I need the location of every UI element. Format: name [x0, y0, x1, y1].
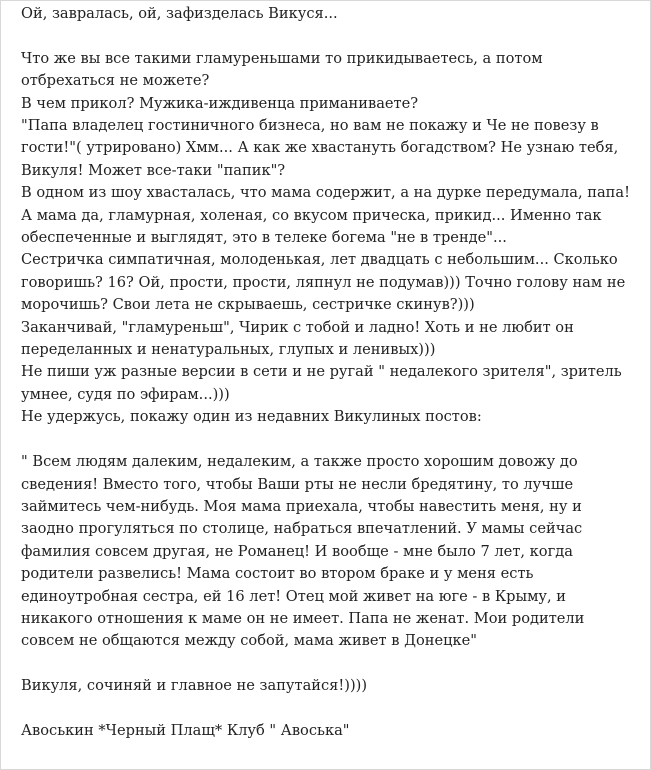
post-line-question: Что же вы все такими гламуреньшами то прикидываетесь, а потом отбрехаться не можете?: [21, 49, 548, 90]
blank-line: [21, 653, 637, 675]
post-line-closing: Викуля, сочиняй и главное не запутайся!)))): [21, 677, 368, 695]
post-signature: Авоськин *Черный Плащ* Клуб " Авоська": [21, 721, 350, 739]
post-line-show: В одном из шоу хвасталась, что мама содержит, а на дурке передумала, папа!: [21, 184, 630, 202]
blank-line: [21, 429, 637, 451]
blank-line: [21, 698, 637, 720]
post-line-mama: А мама да, гламурная, холеная, со вкусом прическа, прикид... Именно так обеспеченные и выглядят, это в телеке богема "не в тренде"...: [21, 206, 607, 247]
post-line-versions: Не пиши уж разные версии в сети и не ругай " недалекого зрителя", зритель умнее, судя по эфирам...))): [21, 363, 627, 403]
post-line-papa-quote: "Папа владелец гостиничного бизнеса, но вам не покажу и Че не повезу в гости!"( утрировано) Хмм... А как же хвастануть богадством? Не узнаю тебя, Викуля! Может все-таки "папик"?: [21, 117, 623, 179]
blank-line: [21, 25, 637, 47]
post-body: [21, 3, 637, 742]
post-line-prikol: В чем прикол? Мужика-иждивенца приманиваете?: [21, 94, 419, 112]
post-line-quote-intro: Не удержусь, покажу один из недавних Викулиных постов:: [21, 408, 482, 426]
post-line-sister: Сестричка симпатичная, молоденькая, лет двадцать с небольшим... Сколько говоришь? 16? Ой, прости, прости, ляпнул не подумав))) Точно голову нам не морочишь? Свои лета не скрываешь, сестричке скинув?))): [21, 251, 630, 314]
post-line-intro: Ой, завралась, ой, зафизделась Викуся...: [21, 5, 338, 22]
quoted-post: " Всем людям далеким, недалеким, а также просто хорошим довожу до сведения! Вместо того, чтобы Ваши рты не несли бредятину, то лучше займитесь чем-нибудь. Моя мама приехала, чтобы навестить меня, ну и заодно прогуляться по столице, набраться впечатлений. У мамы сейчас фамилия совсем другая, не Романец! И вообще - мне было 7 лет, когда родители развелись! Мама состоит во втором браке и у меня есть единоутробная сестра, ей 16 лет! Отец мой живет на юге - в Крыму, и никакого отношения к маме он не имеет. Папа не женат. Мои родители совсем не общаются между собой, мама живет в Донецке": [21, 453, 590, 650]
post-line-finish: Заканчивай, "гламуреньш", Чирик с тобой и ладно! Хоть и не любит он переделанных и ненатуральных, глупых и ленивых))): [21, 318, 579, 359]
